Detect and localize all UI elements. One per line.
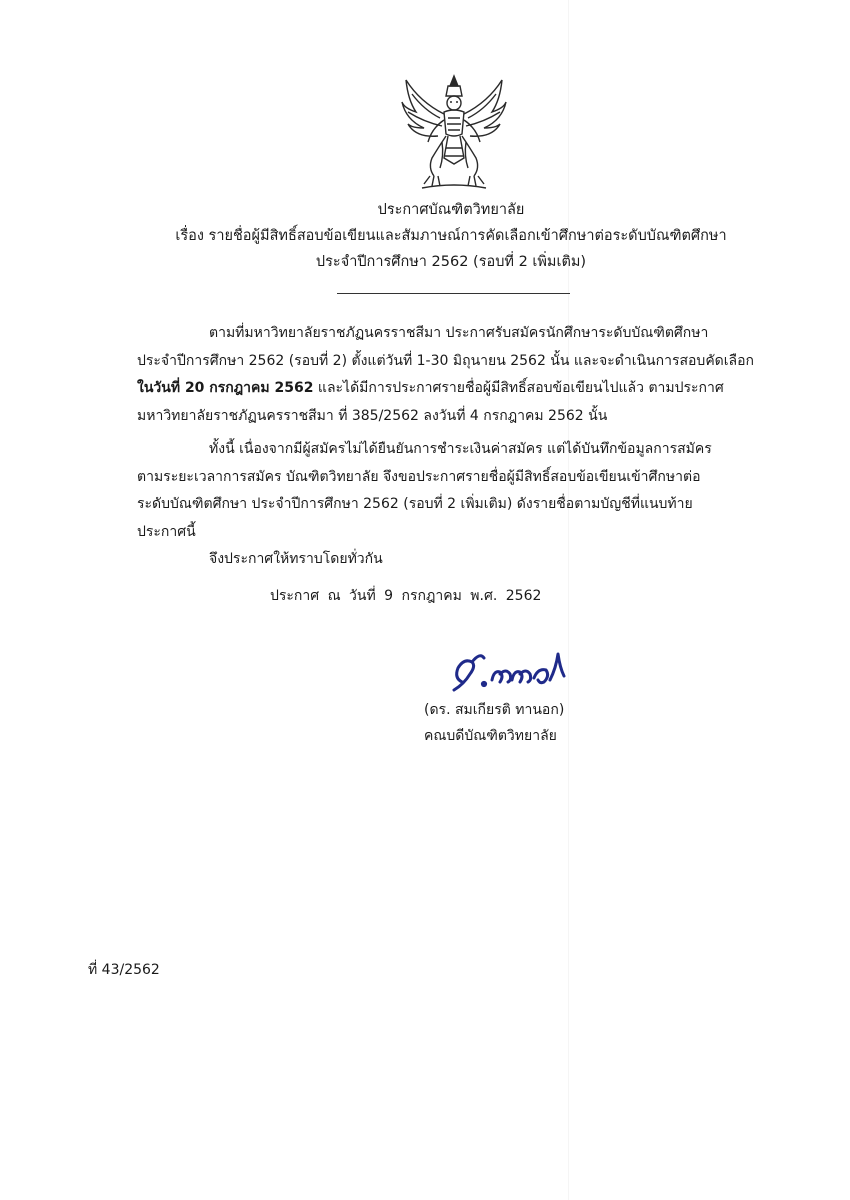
paragraph-line: ตามระยะเวลาการสมัคร บัณฑิตวิทยาลัย จึงขอประกาศรายชื่อผู้มีสิทธิ์สอบข้อเขียนเข้าศึกษาต่อ [137, 468, 701, 485]
announcement-date: ประกาศ ณ วันที่ 9 กรกฎาคม พ.ศ. 2562 [270, 588, 542, 604]
paragraph-line: มหาวิทยาลัยราชภัฏนครราชสีมา ที่ 385/2562 ลงวันที่ 4 กรกฎาคม 2562 นั้น [137, 407, 608, 424]
paragraph-line: ทั้งนี้ เนื่องจากมีผู้สมัครไม่ได้ยืนยันการชำระเงินค่าสมัคร แต่ได้บันทึกข้อมูลการสมัคร [209, 441, 712, 457]
announcement-title: ประกาศบัณฑิตวิทยาลัย [377, 202, 525, 218]
paragraph-text: และได้มีการประกาศรายชื่อผู้มีสิทธิ์สอบข้อเขียนไปแล้ว ตามประกาศ [313, 380, 724, 396]
paragraph-line: ตามที่มหาวิทยาลัยราชภัฏนครราชสีมา ประกาศรับสมัครนักศึกษาระดับบัณฑิตศึกษา [209, 325, 709, 341]
closing-statement [137, 546, 757, 574]
signatory-position: คณบดีบัณฑิตวิทยาลัย [424, 728, 557, 744]
heading-divider [337, 293, 570, 294]
scan-artifact-line [568, 0, 569, 1200]
exam-date-emphasis: ในวันที่ 20 กรกฎาคม 2562 [137, 380, 314, 396]
paragraph-reason [137, 436, 757, 546]
document-number: ที่ 43/2562 [88, 962, 160, 978]
paragraph-line: ประจำปีการศึกษา 2562 (รอบที่ 2) ตั้งแต่วันที่ 1-30 มิถุนายน 2562 นั้น และจะดำเนินการสอบคัดเลือก [137, 352, 755, 369]
announcement-year-line: ประจำปีการศึกษา 2562 (รอบที่ 2 เพิ่มเติม) [315, 254, 587, 270]
closing-line: จึงประกาศให้ทราบโดยทั่วกัน [209, 551, 383, 567]
paragraph-line: ระดับบัณฑิตศึกษา ประจำปีการศึกษา 2562 (รอบที่ 2 เพิ่มเติม) ดังรายชื่อตามบัญชีที่แนบท้าย [137, 496, 693, 512]
paragraph-line: ประกาศนี้ [137, 523, 196, 540]
signatory-name: (ดร. สมเกียรติ ทานอก) [424, 702, 565, 718]
handwritten-signature [440, 640, 570, 696]
paragraph-line [137, 375, 757, 403]
paragraph-background [137, 320, 757, 430]
announcement-subject: เรื่อง รายชื่อผู้มีสิทธิ์สอบข้อเขียนและสัมภาษณ์การคัดเลือกเข้าศึกษาต่อระดับบัณฑิตศึกษา [175, 228, 727, 244]
garuda-emblem-icon [398, 72, 510, 194]
